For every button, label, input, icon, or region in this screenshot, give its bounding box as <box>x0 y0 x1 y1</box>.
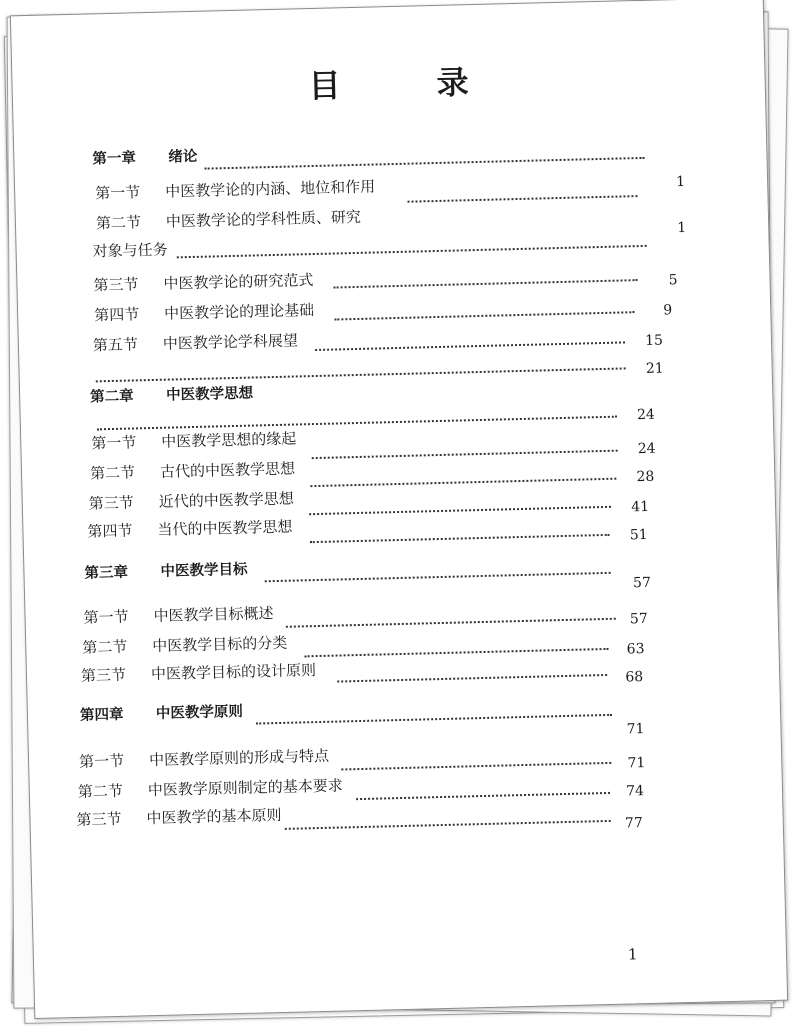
chapter-heading <box>84 559 247 585</box>
dot-leader <box>286 618 616 628</box>
toc-entry <box>81 659 316 687</box>
dot-leader <box>97 416 617 431</box>
section-title: 近代的中医教学思想 <box>158 489 294 511</box>
section-label: 第二节 <box>77 781 124 801</box>
toc-entry <box>89 488 294 515</box>
section-title: 中医教学目标的分类 <box>152 633 288 656</box>
dot-leader <box>285 820 611 830</box>
section-label: 第一节 <box>95 183 141 203</box>
page-folio-number: 1 <box>627 945 638 964</box>
chapter-title: 绪论 <box>168 148 198 166</box>
dot-leader <box>305 648 609 657</box>
page-number: 57 <box>632 574 652 592</box>
section-label: 第一节 <box>78 751 125 771</box>
dot-leader <box>315 341 625 351</box>
toc-entry <box>90 458 295 485</box>
section-label: 第二节 <box>82 637 128 657</box>
section-title: 中医教学的基本原则 <box>146 805 282 828</box>
toc-entry <box>79 745 329 773</box>
page-number: 74 <box>625 783 645 800</box>
section-title: 中医教学论的理论基础 <box>163 301 315 323</box>
section-title: 中医教学原则制定的基本要求 <box>147 776 343 800</box>
section-title: 当代的中医教学思想 <box>157 517 293 539</box>
section-label: 第三节 <box>93 275 139 295</box>
section-label: 第三节 <box>76 809 122 829</box>
dot-leader <box>312 450 618 459</box>
toc-entry <box>93 329 298 356</box>
page-number: 28 <box>636 468 655 486</box>
chapter-title: 中医教学目标 <box>160 561 248 580</box>
page-number: 63 <box>626 641 645 658</box>
section-label: 第四节 <box>87 521 133 541</box>
section-title: 中医教学目标概述 <box>153 604 274 626</box>
dot-leader <box>205 157 645 170</box>
page-number: 68 <box>625 669 644 686</box>
toc-entry <box>96 206 361 234</box>
section-title: 中医教学论的学科性质、研究 <box>165 207 362 231</box>
page-number: 24 <box>636 406 655 424</box>
page-number: 71 <box>626 721 645 738</box>
chapter-label: 第三章 <box>84 564 129 582</box>
toc-entry <box>93 269 313 296</box>
toc-entry <box>95 175 375 204</box>
dot-leader <box>96 367 626 382</box>
page-number: 21 <box>645 360 664 377</box>
dot-leader <box>309 506 611 515</box>
page-number: 57 <box>629 610 648 628</box>
section-label: 第四节 <box>93 305 140 325</box>
page-title: 目 录 <box>308 62 502 106</box>
page-number: 15 <box>644 332 664 349</box>
page-number: 24 <box>637 440 656 458</box>
toc-entry <box>94 299 314 326</box>
dot-leader <box>341 762 611 771</box>
toc-entry <box>87 516 292 543</box>
chapter-heading <box>80 701 243 727</box>
page-number: 41 <box>631 498 650 516</box>
toc-page <box>10 0 788 1019</box>
section-title: 中医教学论学科展望 <box>162 331 299 353</box>
section-title: 古代的中医教学思想 <box>159 459 296 481</box>
dot-leader <box>356 792 610 800</box>
toc-entry <box>91 427 296 454</box>
dot-leader <box>265 572 611 582</box>
dot-leader <box>310 478 616 487</box>
section-title: 中医教学思想的缘起 <box>161 429 297 451</box>
dot-leader <box>256 714 612 725</box>
toc-entry <box>76 804 281 831</box>
section-title: 中医教学原则的形成与特点 <box>148 746 330 770</box>
section-title: 中医教学目标的设计原则 <box>150 661 317 684</box>
section-label: 第三节 <box>80 665 127 685</box>
page-number: 1 <box>676 173 686 191</box>
page-number: 51 <box>629 526 648 544</box>
section-title: 中医教学论的内涵、地位和作用 <box>164 177 376 201</box>
dot-leader <box>310 534 610 543</box>
dot-leader <box>334 311 634 320</box>
page-number: 77 <box>624 815 643 832</box>
section-label: 第五节 <box>92 335 139 355</box>
section-label: 第二节 <box>89 463 136 483</box>
dot-leader <box>337 674 607 683</box>
chapter-title: 中医教学原则 <box>155 703 244 722</box>
chapter-heading <box>92 146 198 171</box>
dot-leader <box>334 279 638 288</box>
chapter-label: 第一章 <box>92 150 137 168</box>
page-number: 1 <box>677 219 687 237</box>
chapter-heading <box>90 383 253 409</box>
page-number: 71 <box>627 755 646 772</box>
toc-entry <box>83 602 273 629</box>
section-label: 第一节 <box>83 607 129 627</box>
toc-entry <box>82 632 287 659</box>
section-label: 第三节 <box>88 493 135 513</box>
chapter-label: 第四章 <box>79 706 124 724</box>
section-label: 第二节 <box>95 213 142 233</box>
toc-entry-continuation <box>92 239 168 263</box>
page-number: 9 <box>663 302 673 319</box>
section-title: 中医教学论的研究范式 <box>163 271 314 293</box>
chapter-label: 第二章 <box>90 388 134 406</box>
toc-entry <box>78 774 343 802</box>
dot-leader <box>177 245 647 258</box>
page-number: 5 <box>668 272 678 289</box>
section-label: 第一节 <box>91 433 137 453</box>
chapter-title: 中医教学思想 <box>165 385 254 404</box>
dot-leader <box>407 195 637 203</box>
section-title: 对象与任务 <box>92 240 168 261</box>
